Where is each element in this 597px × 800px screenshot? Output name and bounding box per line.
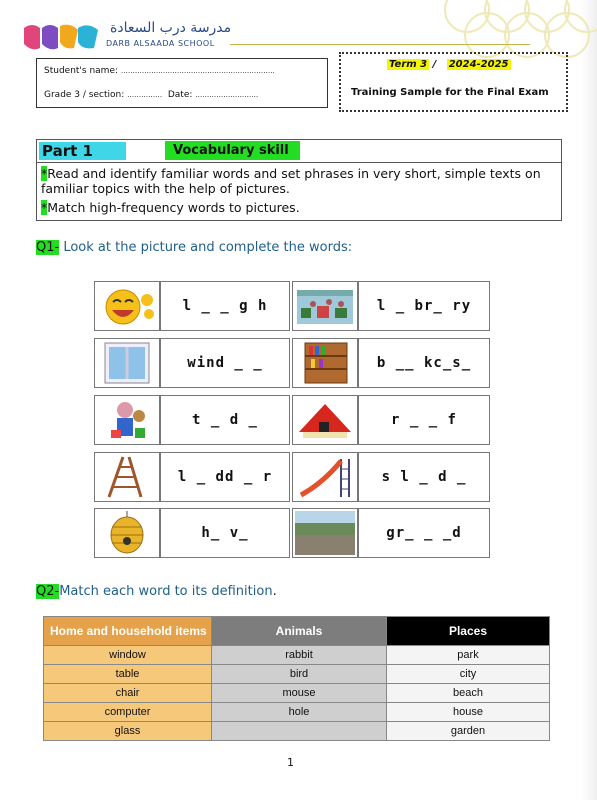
page-edge-shadow — [581, 0, 597, 800]
teddy-toys-icon — [95, 396, 159, 444]
training-title: Training Sample for the Final Exam — [351, 87, 549, 98]
student-name-line — [44, 66, 275, 76]
table-row — [44, 722, 550, 741]
term-line — [387, 59, 511, 70]
word-blank[interactable]: t _ d _ — [160, 395, 290, 445]
header-animals: Animals — [212, 617, 387, 646]
objective-star: * — [41, 166, 48, 181]
q1-text: Look at the picture and complete the words: — [59, 240, 353, 255]
table-cell[interactable]: chair — [44, 684, 212, 703]
q2-dot: . — [272, 584, 277, 599]
q1-label: Q1- — [36, 240, 60, 255]
word-blank[interactable]: l _ dd _ r — [160, 452, 290, 502]
table-cell[interactable]: bird — [212, 665, 387, 684]
picture-cell — [94, 281, 160, 331]
table-cell[interactable]: house — [387, 703, 550, 722]
table-row — [44, 703, 550, 722]
table-cell[interactable]: park — [387, 646, 550, 665]
laughing-face-icon — [95, 282, 159, 330]
table-cell[interactable]: beach — [387, 684, 550, 703]
section-blank[interactable]: …………… — [127, 91, 163, 99]
objective-1-cont: familiar topics with the help of pictures. — [41, 181, 290, 196]
table-cell[interactable]: city — [387, 665, 550, 684]
word-blank[interactable]: l _ br_ ry — [358, 281, 490, 331]
library-icon — [293, 282, 357, 330]
grade-line — [44, 90, 258, 100]
part1-box — [36, 139, 562, 221]
date-label: Date: — [167, 90, 193, 100]
picture-cell — [292, 395, 358, 445]
student-name-label: Student's name: — [44, 66, 119, 76]
part1-header — [37, 140, 561, 163]
term-slash: / — [432, 59, 437, 70]
picture-cell — [94, 508, 160, 558]
picture-cell — [94, 338, 160, 388]
student-name-blank[interactable]: ………………………………………………………… — [120, 67, 275, 75]
beehive-icon — [95, 509, 159, 557]
word-blank[interactable]: wind _ _ — [160, 338, 290, 388]
date-blank[interactable]: ……………………… — [195, 91, 259, 99]
term-box — [339, 52, 568, 112]
q2-label: Q2- — [36, 584, 60, 599]
objective-2: *Match high-frequency words to pictures. — [41, 200, 300, 215]
table-cell[interactable]: window — [44, 646, 212, 665]
school-logo-icon — [22, 22, 100, 52]
page-number: 1 — [287, 756, 294, 769]
school-name-arabic: مدرسة درب السعادة — [110, 20, 232, 36]
window-icon — [95, 339, 159, 387]
ladder-icon — [95, 453, 159, 501]
picture-cell — [292, 452, 358, 502]
skill-label: Vocabulary skill — [165, 141, 300, 160]
picture-cell — [292, 281, 358, 331]
word-blank[interactable]: s l _ d _ — [358, 452, 490, 502]
q2-text: Match each word to its definition — [59, 584, 273, 599]
header-places: Places — [387, 617, 550, 646]
word-blank[interactable]: gr_ _ _d — [358, 508, 490, 558]
table-row — [44, 665, 550, 684]
objective-star: * — [41, 200, 48, 215]
table-cell[interactable] — [212, 722, 387, 741]
school-name-english: DARB ALSAADA SCHOOL — [106, 39, 215, 48]
term-year: 2024-2025 — [448, 59, 509, 70]
table-row — [44, 646, 550, 665]
term-label: Term 3 — [389, 59, 428, 70]
bookcase-icon — [293, 339, 357, 387]
table-cell[interactable]: computer — [44, 703, 212, 722]
word-blank[interactable]: b __ kc_s_ — [358, 338, 490, 388]
header-divider — [230, 44, 530, 45]
table-cell[interactable]: mouse — [212, 684, 387, 703]
table-cell[interactable]: rabbit — [212, 646, 387, 665]
table-row — [44, 684, 550, 703]
slide-icon — [293, 453, 357, 501]
table-cell[interactable]: hole — [212, 703, 387, 722]
word-blank[interactable]: h_ v_ — [160, 508, 290, 558]
table-header-row — [44, 617, 550, 646]
grade-label: Grade 3 / section: — [44, 90, 125, 100]
picture-cell — [292, 508, 358, 558]
picture-cell — [94, 452, 160, 502]
q2-heading — [36, 584, 277, 599]
picture-cell — [292, 338, 358, 388]
table-cell[interactable]: table — [44, 665, 212, 684]
table-cell[interactable]: garden — [387, 722, 550, 741]
q1-heading — [36, 240, 352, 255]
student-info-box — [36, 58, 328, 108]
header-household: Home and household items — [44, 617, 212, 646]
picture-cell — [94, 395, 160, 445]
word-blank[interactable]: l _ _ g h — [160, 281, 290, 331]
roof-icon — [293, 396, 357, 444]
table-cell[interactable]: glass — [44, 722, 212, 741]
match-table — [43, 616, 550, 741]
ground-icon — [293, 509, 357, 557]
objective-1: *Read and identify familiar words and set phrases in very short, simple texts on — [41, 166, 541, 181]
word-blank[interactable]: r _ _ f — [358, 395, 490, 445]
part1-label: Part 1 — [39, 142, 126, 160]
